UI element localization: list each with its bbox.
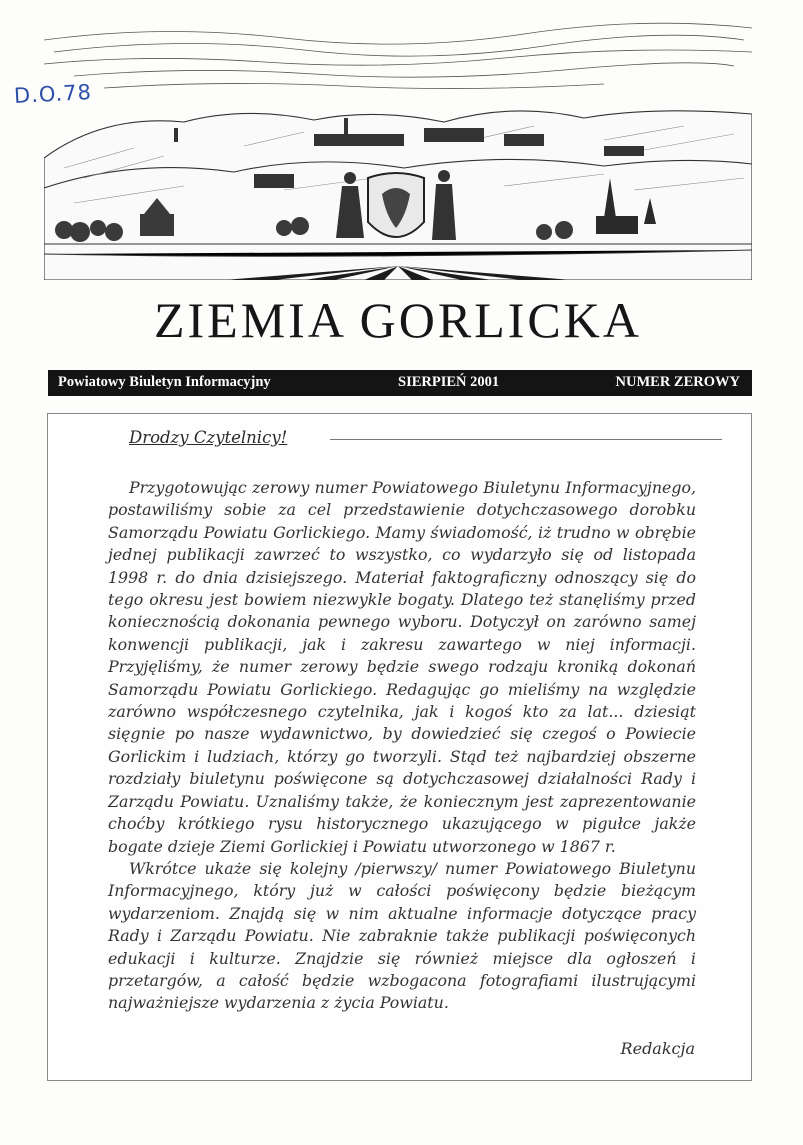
- masthead-subtitle: Powiatowy Biuletyn Informacyjny: [58, 374, 271, 390]
- landscape-illustration: [44, 18, 752, 280]
- masthead-title: ZIEMIA GORLICKA: [153, 292, 643, 348]
- issue-date: SIERPIEŃ 2001: [398, 374, 500, 390]
- letter-paragraph: Wkrótce ukaże się kolejny /pierwszy/ numer Powiatowego Biuletynu Informacyjnego, który już w całości poświęcony będzie bieżącym wydarzeniom. Znajdą się w nim aktualne informacje dotyczące pracy Rady i Zarządu Powiatu. Nie zabraknie także publikacji poświęconych edukacji i kulturze. Znajdzie się również miejsce dla ogłoszeń i przetargów, a całość będzie wzbogacona fotografiami ilustrującymi najważniejsze wydarzenia z życia Powiatu.: [108, 858, 696, 1013]
- sky-strokes: [44, 23, 752, 88]
- masthead-banner: [48, 370, 752, 396]
- issue-number: NUMER ZEROWY: [615, 374, 740, 390]
- letter-paragraph: Przygotowując zerowy numer Powiatowego Biuletynu Informacyjnego, postawiliśmy sobie za cel przedstawienie dotychczasowego dorobku Samorządu Powiatu Gorlickiego. Mamy świadomość, iż trudno w obrębie jednej publikacji zawrzeć to wszystko, co wydarzyło się od listopada 1998 r. do dnia dzisiejszego. Materiał faktograficzny odnoszący się do tego okresu jest bowiem niezwykle bogaty. Dlatego też stanęliśmy przed koniecznością dokonania pewnego wyboru. Dotyczył on zarówno samej konwencji publikacji, jak i zakresu zawartego w niej informacji. Przyjęliśmy, że numer zerowy będzie swego rodzaju kroniką dokonań Samorządu Powiatu Gorlickiego. Redagując go mieliśmy na względzie zarówno współczesnego czytelnika, jak i kogoś kto za lat... dziesiąt sięgnie po nasze wydawnictwo, by dowiedzieć się czegoś o Powiecie Gorlickim i ludziach, którzy go tworzyli. Stąd też najbardziej obszerne rozdziały biuletynu poświęcone są dotychczasowej działalności Rady i Zarządu Powiatu. Uznaliśmy także, że koniecznym jest zaprezentowanie choćby krótkiego rysu historycznego ukazującego w pigułce jakże bogate dzieje Ziemi Gorlickiej i Powiatu utworzonego w 1867 r.: [108, 478, 696, 856]
- letter-body: [108, 477, 696, 1015]
- coat-of-arms: [368, 173, 424, 237]
- greeting-rule: [330, 439, 722, 440]
- letter-signature: Redakcja: [620, 1039, 695, 1058]
- letter-greeting: Drodzy Czytelnicy!: [129, 428, 288, 447]
- handwritten-note: D.O.78: [13, 79, 93, 109]
